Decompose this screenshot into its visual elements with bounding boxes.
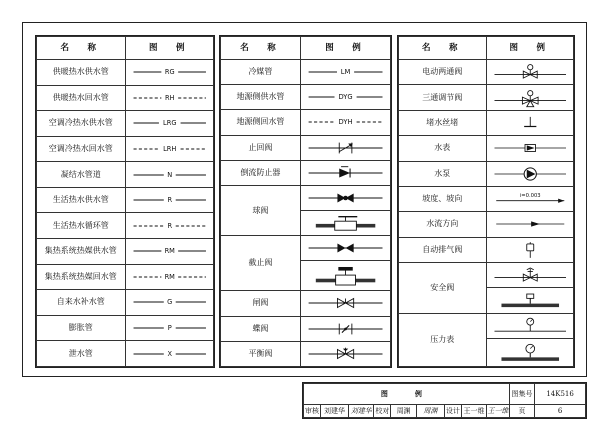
atlas-label: 图集号 (509, 384, 534, 405)
legend-row (399, 161, 574, 186)
item-name: 球阀 (221, 185, 301, 235)
pipe-line-icon (130, 216, 210, 236)
item-name: 安全阀 (399, 263, 487, 314)
water-pump-icon (491, 164, 570, 184)
slope-label: i=0.003 (519, 193, 541, 200)
item-name: 水泵 (399, 161, 487, 186)
pipe-symbol (125, 213, 214, 239)
pipe-code-label: X (166, 349, 172, 358)
pipe-code-label: G (166, 298, 172, 307)
legend-row (221, 316, 391, 341)
flow-direction-icon (491, 214, 570, 234)
item-name: 压力表 (399, 313, 487, 366)
item-name: 生活热水循环管 (37, 213, 126, 239)
legend-row (399, 136, 574, 161)
pipe-line-icon (130, 344, 210, 364)
legend-row (221, 341, 391, 366)
gate-valve-icon (305, 293, 386, 313)
item-name: 水流方向 (399, 212, 487, 237)
page-label: 页 (509, 405, 534, 418)
item-name: 地源侧回水管 (221, 110, 301, 135)
title-block (302, 382, 587, 419)
pipe-code-label: R (166, 196, 172, 205)
designer-name: 王一维 (461, 405, 486, 418)
item-name: 生活热水供水管 (37, 187, 126, 213)
legend-row (399, 237, 574, 262)
pipe-symbol (125, 187, 214, 213)
header-name: 名 称 (221, 37, 301, 60)
pipe-line-icon (130, 241, 210, 261)
legend-row (37, 162, 214, 188)
designer-signature: 王一维 (487, 405, 510, 418)
item-name: 空调冷热水供水管 (37, 111, 126, 137)
legend-table-3 (397, 35, 575, 368)
header-name: 名 称 (399, 37, 487, 60)
legend-row (399, 60, 574, 85)
pipe-line-icon (130, 139, 210, 159)
item-name: 膨胀管 (37, 315, 126, 341)
legend-row (221, 135, 391, 160)
butterfly-valve-icon (305, 319, 386, 339)
reviewer-name: 刘建华 (320, 405, 348, 418)
check-label: 校对 (374, 405, 391, 418)
item-name: 平衡阀 (221, 341, 301, 366)
item-name: 止回阀 (221, 135, 301, 160)
legend-row (37, 239, 214, 265)
plug-icon (491, 113, 570, 133)
balance-valve-icon (305, 344, 386, 364)
pipe-line-icon (305, 62, 386, 82)
pipe-symbol (300, 60, 390, 85)
pipe-symbol (125, 162, 214, 188)
pipe-symbol (125, 341, 214, 367)
pipe-code-label: DYH (338, 118, 353, 127)
item-name: 自来水补水管 (37, 290, 126, 316)
pipe-line-icon (130, 113, 210, 133)
pipe-code-label: N (166, 170, 172, 179)
item-name: 供暖热水回水管 (37, 85, 126, 111)
item-name: 三通调节阀 (399, 85, 487, 110)
page-number: 6 (535, 405, 586, 418)
legend-row (399, 186, 574, 211)
pipe-code-label: P (167, 324, 172, 333)
header-name: 名 称 (37, 37, 126, 60)
legend-row (221, 160, 391, 185)
item-name: 坡度、坡向 (399, 186, 487, 211)
pipe-symbol (125, 239, 214, 265)
header-legend: 图 例 (300, 37, 390, 60)
item-name: 自动排气阀 (399, 237, 487, 262)
pipe-line-icon (130, 292, 210, 312)
pipe-symbol (125, 136, 214, 162)
pipe-symbol (125, 85, 214, 111)
item-name: 空调冷热水回水管 (37, 136, 126, 162)
legend-row (37, 213, 214, 239)
legend-row (37, 264, 214, 290)
legend-table-1 (35, 35, 215, 368)
pipe-code-label: RG (164, 68, 175, 77)
pipe-code-label: R (166, 221, 172, 230)
legend-row (221, 236, 391, 261)
ball-valve-handle-icon (305, 213, 386, 233)
legend-row (37, 290, 214, 316)
review-label: 审核 (304, 405, 321, 418)
stop-valve-wheel-icon (305, 264, 386, 288)
item-name: 冷媒管 (221, 60, 301, 85)
safety-valve-icon (491, 265, 570, 285)
water-meter-icon (491, 138, 570, 158)
pipe-line-icon (305, 87, 386, 107)
pipe-code-label: LRH (162, 145, 176, 154)
pressure-gauge-icon (491, 316, 570, 336)
pipe-symbol (125, 315, 214, 341)
pipe-line-icon (130, 165, 210, 185)
pipe-code-label: DYG (338, 93, 353, 102)
legend-row (221, 110, 391, 135)
header-legend: 图 例 (125, 37, 214, 60)
item-name: 凝结水管道 (37, 162, 126, 188)
legend-row (221, 85, 391, 110)
legend-row (399, 110, 574, 135)
item-name: 倒流防止器 (221, 160, 301, 185)
atlas-number: 14K516 (535, 384, 586, 405)
pipe-symbol (300, 85, 390, 110)
item-name: 泄水管 (37, 341, 126, 367)
legend-row (399, 85, 574, 110)
electric-two-way-valve-icon (491, 62, 570, 82)
pipe-line-icon (305, 112, 386, 132)
pipe-symbol (125, 60, 214, 86)
legend-row (221, 185, 391, 210)
pipe-line-icon (130, 88, 210, 108)
slope-arrow-icon (491, 189, 570, 209)
legend-row (37, 111, 214, 137)
legend-row (37, 60, 214, 86)
pipe-code-label: LM (340, 68, 351, 77)
pipe-symbol (125, 111, 214, 137)
checker-name: 周渊 (391, 405, 416, 418)
item-name: 集热系统热媒供水管 (37, 239, 126, 265)
item-name: 电动两通阀 (399, 60, 487, 85)
pipe-symbol (300, 110, 390, 135)
pipe-code-label: RM (164, 273, 175, 282)
legend-row (399, 263, 574, 288)
design-label: 设计 (444, 405, 461, 418)
legend-row (37, 85, 214, 111)
pipe-line-icon (130, 267, 210, 287)
item-name: 地源侧供水管 (221, 85, 301, 110)
legend-row (37, 187, 214, 213)
legend-row (221, 60, 391, 85)
pipe-symbol (125, 290, 214, 316)
automatic-air-vent-icon (491, 240, 570, 260)
backflow-preventer-icon (305, 163, 386, 183)
item-name: 蝶阀 (221, 316, 301, 341)
legend-row (399, 313, 574, 338)
drawing-title: 图 例 (304, 384, 510, 405)
three-way-control-valve-icon (491, 88, 570, 108)
item-name: 集热系统热媒回水管 (37, 264, 126, 290)
pipe-code-label: RH (164, 94, 175, 103)
item-name: 截止阀 (221, 236, 301, 291)
pipe-line-icon (130, 62, 210, 82)
pipe-line-icon (130, 318, 210, 338)
pipe-line-icon (130, 190, 210, 210)
pipe-code-label: LRG (162, 119, 176, 128)
checker-signature: 周渊 (416, 405, 444, 418)
legend-row (37, 315, 214, 341)
safety-valve-pipe-icon (491, 291, 570, 311)
pressure-gauge-pipe-icon (491, 342, 570, 364)
reviewer-signature: 刘建华 (349, 405, 374, 418)
item-name: 供暖热水供水管 (37, 60, 126, 86)
legend-row (37, 136, 214, 162)
ball-valve-icon (305, 188, 386, 208)
legend-row (399, 212, 574, 237)
item-name: 堵水丝堵 (399, 110, 487, 135)
item-name: 水表 (399, 136, 487, 161)
pipe-code-label: RM (164, 247, 175, 256)
check-valve-icon (305, 138, 386, 158)
legend-row (37, 341, 214, 367)
stop-valve-icon (305, 238, 386, 258)
header-legend: 图 例 (486, 37, 574, 60)
item-name: 闸阀 (221, 291, 301, 316)
pipe-symbol (125, 264, 214, 290)
legend-row (221, 291, 391, 316)
legend-table-2 (219, 35, 392, 368)
